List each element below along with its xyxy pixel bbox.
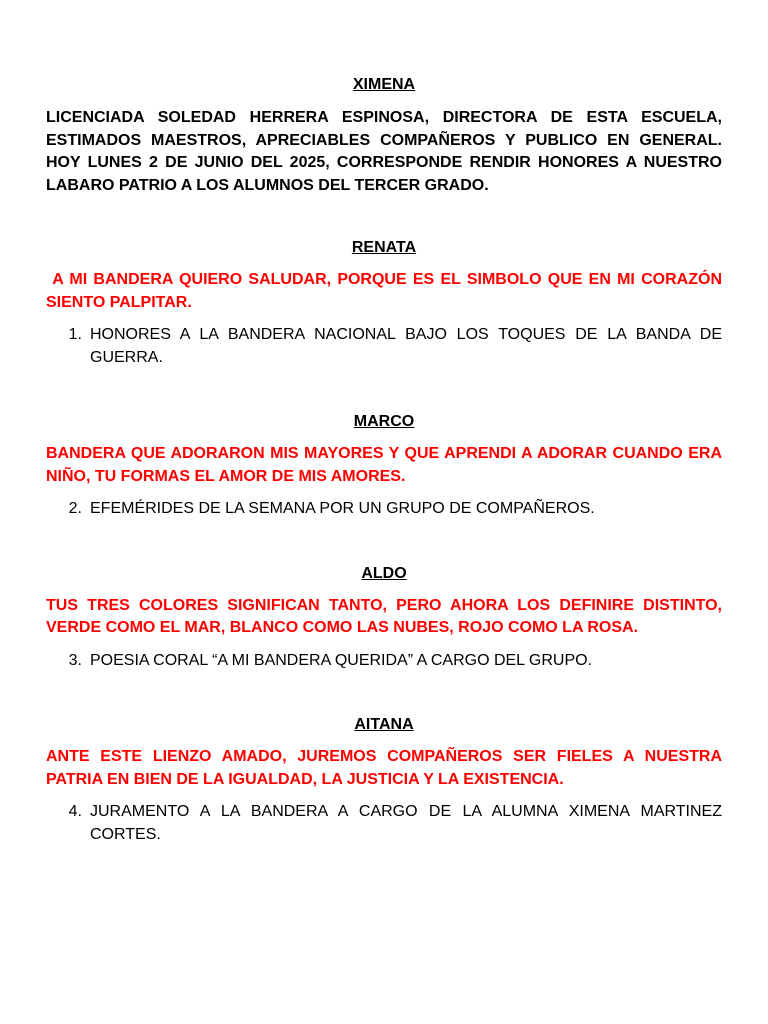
list-item-text: EFEMÉRIDES DE LA SEMANA POR UN GRUPO DE COMPAÑEROS.	[90, 500, 595, 517]
verse-aitana: ANTE ESTE LIENZO AMADO, JUREMOS COMPAÑEROS SER FIELES A NUESTRA PATRIA EN BIEN DE LA IGUALDAD, LA JUSTICIA Y LA EXISTENCIA.	[46, 748, 722, 788]
list-item-4	[46, 801, 722, 846]
list-item-number: 2.	[68, 500, 82, 517]
list-item-2	[46, 498, 722, 521]
speaker-aitana: AITANA	[354, 716, 414, 733]
list-item-text: JURAMENTO A LA BANDERA A CARGO DE LA ALUMNA XIMENA MARTINEZ CORTES.	[90, 803, 722, 843]
list-item-3	[46, 650, 722, 673]
speaker-marco: MARCO	[353, 413, 415, 430]
document-page	[46, 74, 727, 846]
speaker-aldo: ALDO	[361, 564, 407, 582]
verse-renata: A MI BANDERA QUIERO SALUDAR, PORQUE ES EL SIMBOLO QUE EN MI CORAZÓN SIENTO PALPITAR.	[46, 271, 727, 311]
verse-marco: BANDERA QUE ADORARON MIS MAYORES Y QUE APRENDI A ADORAR CUANDO ERA NIÑO, TU FORMAS EL AMOR DE MIS AMORES.	[46, 445, 722, 485]
intro-paragraph: LICENCIADA SOLEDAD HERRERA ESPINOSA, DIRECTORA DE ESTA ESCUELA, ESTIMADOS MAESTROS, APRECIABLES COMPAÑEROS Y PUBLICO EN GENERAL. HOY LUNES 2 DE JUNIO DEL 2025, CORRESPONDE RENDIR HONORES A NUESTRO LABARO PATRIO A LOS ALUMNOS DEL TERCER GRADO.	[46, 109, 722, 194]
list-item-number: 3.	[68, 651, 82, 669]
list-item-text: POESIA CORAL “A MI BANDERA QUERIDA” A CARGO DEL GRUPO.	[90, 651, 593, 669]
list-item-number: 4.	[68, 803, 82, 820]
speaker-ximena: XIMENA	[352, 76, 416, 93]
list-item-1	[46, 324, 722, 369]
speaker-renata: RENATA	[351, 239, 417, 256]
verse-aldo: TUS TRES COLORES SIGNIFICAN TANTO, PERO AHORA LOS DEFINIRE DISTINTO, VERDE COMO EL MAR, BLANCO COMO LAS NUBES, ROJO COMO LA ROSA.	[46, 596, 722, 636]
list-item-text: HONORES A LA BANDERA NACIONAL BAJO LOS TOQUES DE LA BANDA DE GUERRA.	[90, 326, 722, 366]
list-item-number: 1.	[68, 326, 82, 343]
